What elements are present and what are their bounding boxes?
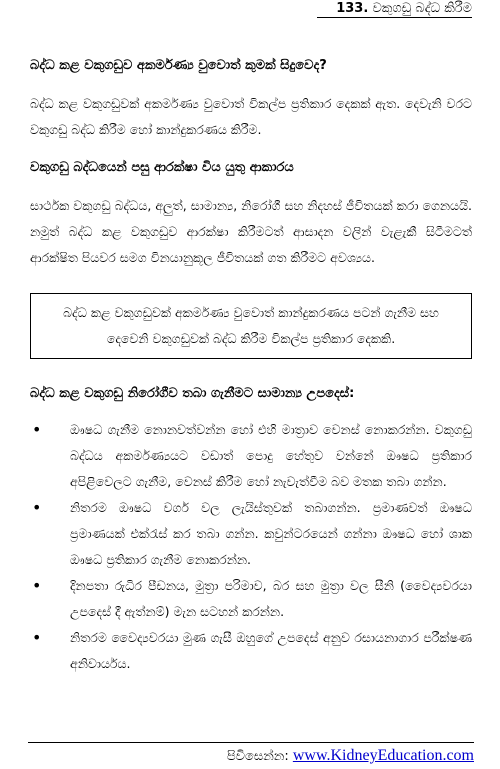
- section-body-failure: බද්ධ කළ වකුගඩුවක් අකර්මණ්‍ය වුවොත් විකල්ප ප්‍රතිකාර දෙකක් ඇත. දෙවැනි වරට වකුගඩු බද්ධ කිරීම හෝ කාන්දුකරණය කිරීම.: [30, 96, 472, 137]
- advice-item: • නිතරම ඖෂධ වර්ග වල ලැයිස්තුවක් තබාගන්න. ප්‍රමාණවත් ඖෂධ ප්‍රමාණයක් එක්රැස් කර තබා ගන්න. කවුන්ටරයෙන් ගන්නා ඖෂධ හෝ ශාක ඖෂධ ප්‍රතිකාර ගැනීම නොකරන්න.: [30, 495, 472, 573]
- chapter-title: වකුගඩු බද්ධ කිරීම: [372, 1, 472, 16]
- footer-divider: [28, 742, 474, 743]
- advice-item: • දිනපතා රුධිර පීඩනය, මුත්‍රා පරිමාව, බර සහ මුත්‍රා වල සීනි (වෛද්‍යවරයා උපදෙස් දී ඇත්නම්) මැන සටහන් කරන්න.: [30, 573, 472, 625]
- section-heading-failure: බද්ධ කළ වකුගඩුව අකර්මණ්‍ය වුවොත් කුමක් සිදුවෙද?: [30, 58, 327, 73]
- advice-list: [30, 417, 472, 677]
- page-number: 133.: [336, 1, 369, 16]
- section-body-protection: සාර්ථක වකුගඩු බද්ධය, අලුත්, සාමාන්‍ය, නිරෝගී සහ නිදහස් ජීවිතයක් කරා ගෙනයයි. නමුත් බද්ධ කළ වකුගඩුව ආරක්ෂා කිරීමටත් ආසාදන වලින් වැළැකී සිටීමටත් ආරක්ෂිත පියවර සමග විනයානුකූල ජීවිතයක් ගත කිරීමට අවශ්‍යය.: [30, 198, 472, 265]
- callout-box: [30, 293, 472, 359]
- page-header: [336, 0, 472, 18]
- advice-item: • ඖෂධ ගැනීම නොනවත්වන්න හෝ එහි මාත්‍රාව වෙනස් නොකරන්න. වකුගඩු බද්ධය අකර්මණ්‍යයට වඩාත් පොදු හේතුව වන්නේ ඖෂධ ප්‍රතිකාර අපිළිවෙලට ගැනීම, වෙනස් කිරීම හෝ නැවැත්වීම බව මතක තබා ගන්න.: [30, 417, 472, 495]
- section-heading-advice: බද්ධ කළ වකුගඩු නිරෝගීව තබා ගැනීමට සාමාන්‍ය උපදෙස්:: [30, 386, 355, 401]
- footer-label: පිවිසෙන්න:: [226, 749, 289, 764]
- header-divider: [317, 17, 472, 18]
- section-heading-protection: වකුගඩු බද්ධයෙන් පසු ආරක්ෂා විය යුතු ආකාරය: [30, 160, 294, 175]
- advice-item: • නිතරම වෛද්‍යවරයා මුණ ගැසී ඔහුගේ උපදෙස් අනුව රසායනාගාර පරීක්ෂණ අනිවාර්යය.: [30, 625, 472, 677]
- callout-text: බද්ධ කළ වකුගඩුවක් අකර්මණ්‍ය වුවොත් කාන්දුකරණය පටන් ගැනීම සහ දෙවෙනි වකුගඩුවක් බද්ධ කිරීම විකල්ප ප්‍රතිකාර දෙකකි.: [63, 305, 439, 346]
- page-content: [30, 55, 472, 677]
- website-link[interactable]: www.KidneyEducation.com: [292, 747, 474, 764]
- page-footer: [227, 747, 474, 766]
